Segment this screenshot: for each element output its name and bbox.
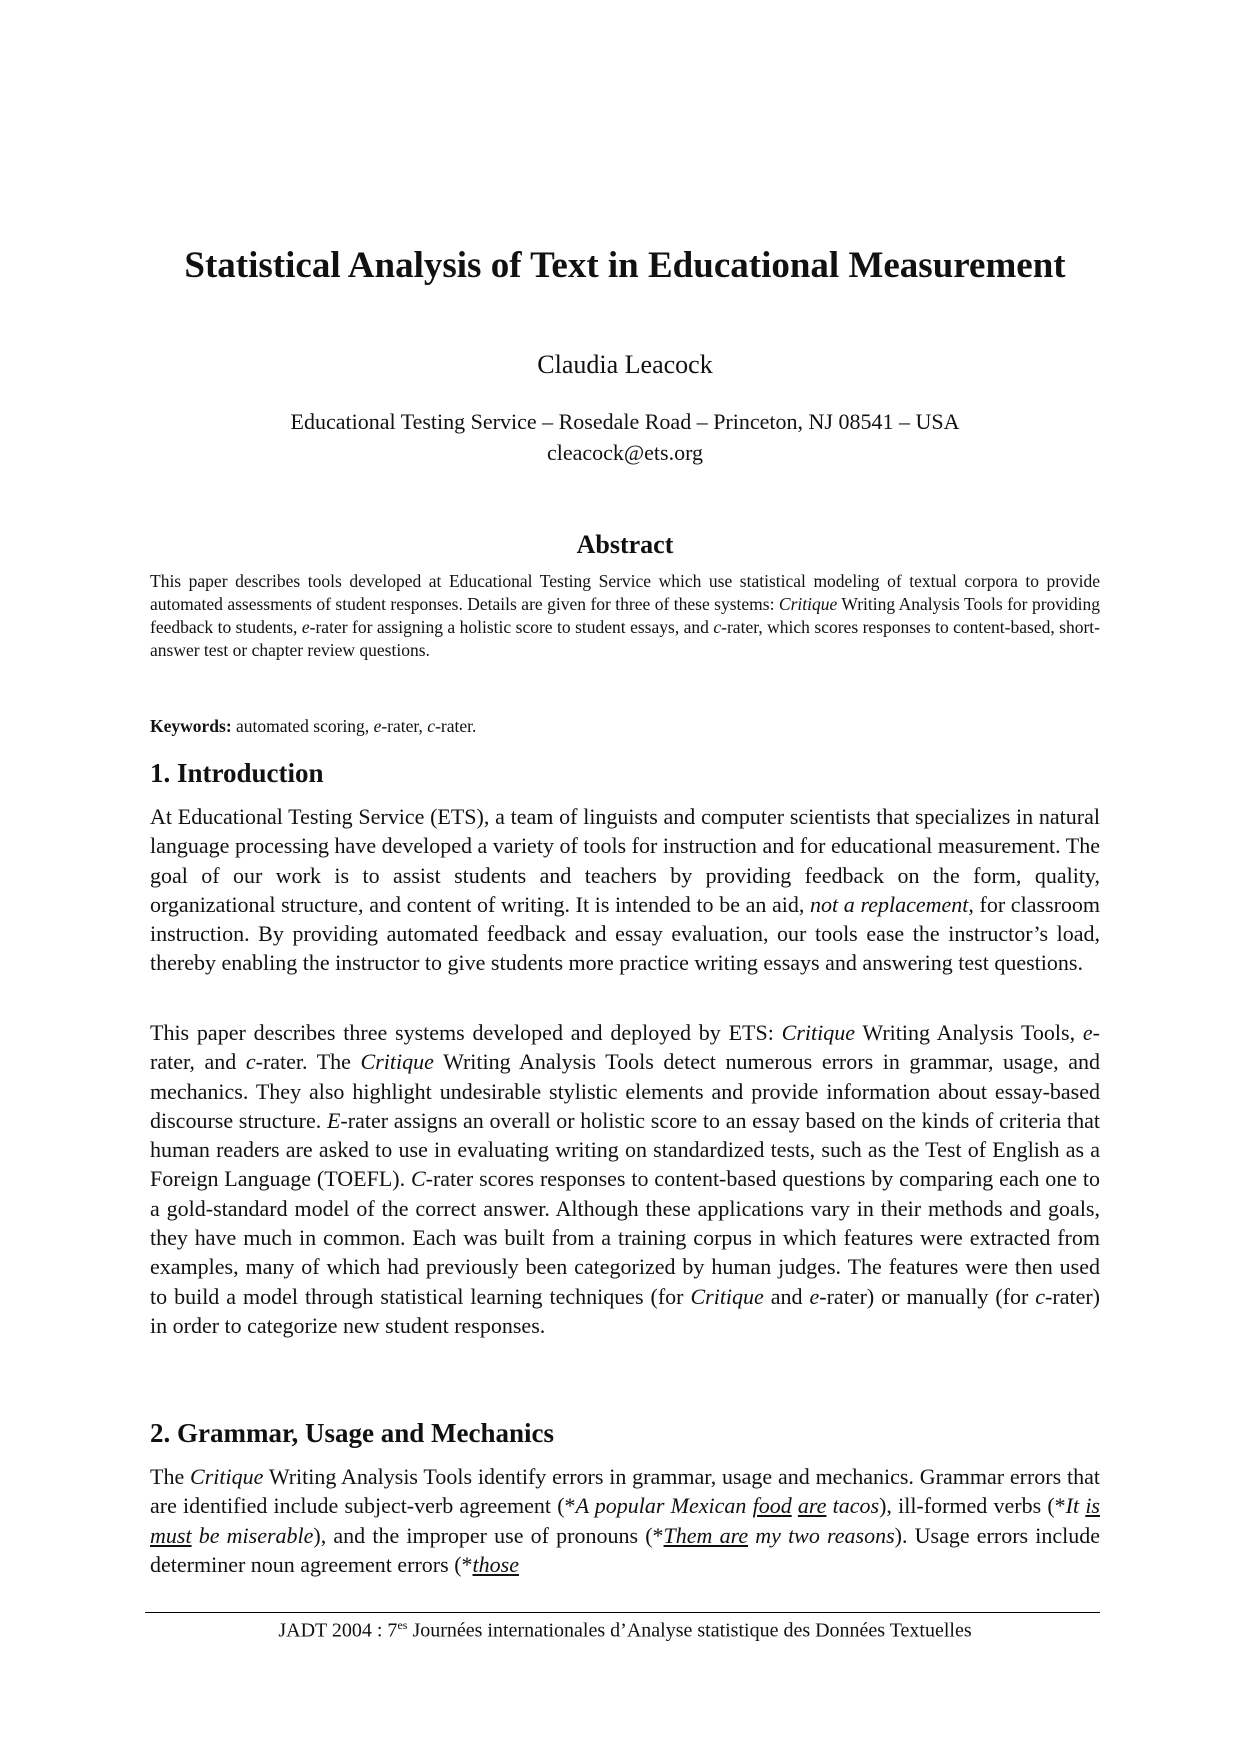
- section-1-paragraph-2: This paper describes three systems developed and deployed by ETS: Critique Writing Analysis Tools, e-rater, and c-rater. The Critique Writing Analysis Tools detect numerous errors in grammar, usage, and mechanics. They also highlight undesirable stylistic elements and provide information about essay-based discourse structure. E-rater assigns an overall or holistic score to an essay based on the kinds of criteria that human readers are asked to use in evaluating writing on standardized tests, such as the Test of English as a Foreign Language (TOEFL). C-rater scores responses to content-based questions by comparing each one to a gold-standard model of the correct answer. Although these applications vary in their methods and goals, they have much in common. Each was built from a training corpus in which features were extracted from examples, many of which had previously been categorized by human judges. The features were then used to build a model through statistical learning techniques (for Critique and e-rater) or manually (for c-rater) in order to categorize new student responses.: [150, 1020, 1101, 1338]
- paper-title: Statistical Analysis of Text in Educational Measurement: [184, 245, 1066, 286]
- section-1-paragraph-1: At Educational Testing Service (ETS), a team of linguists and computer scientists that specializes in natural language processing have developed a variety of tools for instruction and for educational measurement. The goal of our work is to assist students and teachers by providing feedback on the form, quality, organizational structure, and content of writing. It is intended to be an aid, not a replacement, for classroom instruction. By providing automated feedback and essay evaluation, our tools ease the instructor’s load, thereby enabling the instructor to give students more practice writing essays and answering test questions.: [150, 804, 1101, 976]
- author-name: Claudia Leacock: [537, 350, 713, 379]
- page-footer: JADT 2004 : $7^{es}$ Journées internationales d’Analyse statistique des Données Textuelles: [278, 1618, 972, 1642]
- section-1-heading: 1. Introduction: [150, 758, 324, 788]
- keywords: Keywords: automated scoring, e-rater, c-rater.: [150, 716, 477, 736]
- abstract-text: This paper describes tools developed at Educational Testing Service which use statistical modeling of textual corpora to provide automated assessments of student responses. Details are given for three of these systems: Critique Writing Analysis Tools for providing feedback to students, e-rater for assigning a holistic score to student essays, and c-rater, which scores responses to content-based, short-answer test or chapter review questions.: [150, 571, 1100, 660]
- keywords-label: Keywords:: [150, 716, 232, 736]
- section-2-heading: 2. Grammar, Usage and Mechanics: [150, 1418, 554, 1448]
- author-affiliation-block: [150, 406, 1100, 468]
- abstract-heading: Abstract: [576, 530, 674, 559]
- affiliation: Educational Testing Service – Rosedale Road – Princeton, NJ 08541 – USA: [290, 409, 960, 434]
- section-2-paragraph-1: The Critique Writing Analysis Tools identify errors in grammar, usage and mechanics. Grammar errors that are identified include subject-verb agreement (*A popular Mexican food are tacos), ill-formed verbs (*It is must be miserable), and the improper use of pronouns (*Them are my two reasons). Usage errors include determiner noun agreement errors (*those: [150, 1464, 1101, 1577]
- footer-rule: [145, 1612, 1100, 1613]
- author-email: cleacock@ets.org: [546, 440, 704, 465]
